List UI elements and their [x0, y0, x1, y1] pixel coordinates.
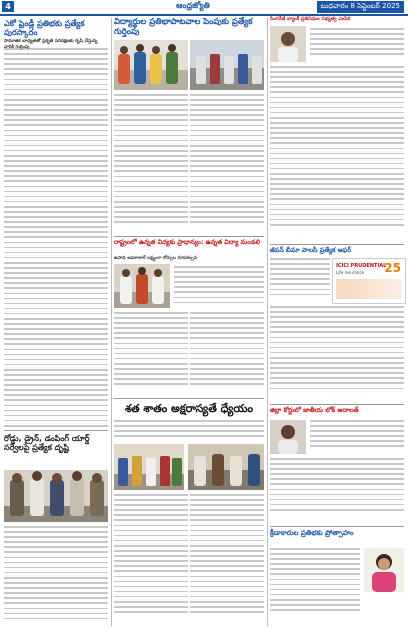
- icici-advertisement[interactable]: [332, 258, 406, 304]
- right-bottom-body: [270, 548, 360, 626]
- middle-headline: విద్యార్థుల ప్రతిభాపాటవాల పెంపుకు ప్రత్యేక గుర్తింపు: [114, 16, 253, 36]
- center-subhead: ఉపాధి అవకాశాలే లక్ష్యంగా కోర్సుల రూపకల్పన: [114, 256, 198, 261]
- center-headline: రాష్ట్రంలో ఉన్నత విద్యకు ప్రాధాన్యం: ఉన్నత విద్యా మండలి: [114, 238, 261, 246]
- left-column: [4, 19, 108, 50]
- banner-subtext: [114, 420, 264, 442]
- column-divider: [111, 18, 112, 626]
- column-divider: [267, 18, 268, 626]
- literacy-photo-1: [114, 444, 184, 490]
- middle-article-body-2: [190, 94, 264, 234]
- center-photo: [114, 264, 170, 308]
- right-top-body: [310, 28, 404, 64]
- right-mid-photo: [270, 420, 306, 454]
- divider: [4, 430, 108, 431]
- right-article-body: [270, 66, 404, 242]
- ad-label: Life Insurance: [336, 270, 365, 275]
- center-article-body-2: [190, 312, 264, 396]
- divider: [270, 404, 404, 405]
- right-mid-body-3: [270, 458, 404, 524]
- left-lower-photo: [4, 470, 108, 522]
- left-headline: ఎకో ఫ్రెండ్లీ ప్రతిభకు ప్రత్యేక పురస్కారం: [4, 19, 85, 38]
- middle-article-body-1: [114, 94, 188, 234]
- page-number: 4: [2, 1, 14, 12]
- left-lower-headline: రోడ్డు, డ్రైన్, డంపింగ్ యార్డ్ సర్వేలపై ప్రత్యేక దృష్టి: [4, 434, 90, 453]
- literacy-photo-2: [188, 444, 264, 490]
- right-top-photo: [270, 26, 306, 62]
- center-article-body-1: [114, 312, 188, 396]
- issue-date: బుధవారం 8 సెప్టెంబర్ 2025: [317, 1, 404, 13]
- left-lower-article-body: [4, 526, 108, 626]
- page-header: [0, 0, 408, 16]
- right-mid-headline: జిల్లా కోర్టులో జాతీయ లోక్ అదాలత్: [270, 406, 359, 414]
- kv-body: [270, 258, 330, 302]
- left-subhead: సామాజిక బాధ్యతతో ప్రకృతి పరిరక్షణకు కృషి చేస్తున్న: [4, 39, 98, 45]
- divider: [114, 398, 264, 399]
- middle-photo-2: [190, 40, 264, 90]
- left-article-body: [4, 48, 108, 430]
- ad-banner-image: [336, 279, 402, 299]
- right-mid-body: [270, 306, 404, 402]
- right-bottom-photo: [364, 548, 404, 592]
- middle-photo-1: [114, 40, 188, 90]
- divider: [270, 526, 404, 527]
- ad-years: 25: [384, 261, 401, 275]
- divider: [270, 244, 404, 245]
- right-mid-body-2: [310, 420, 404, 456]
- right-top-line: సింగరేణి బ్యాంక్ ప్రతినిధుల సభ్యత్వ ఎంపిక: [270, 17, 351, 22]
- literacy-banner-headline: శత శాతం అక్షరాస్యతే ధ్యేయం: [124, 402, 254, 415]
- literacy-article-body-1: [114, 494, 188, 626]
- newspaper-name: ఆంధ్రజ్యోతి: [176, 1, 210, 10]
- divider: [114, 236, 264, 237]
- right-bottom-headline: క్రీడాకారుల ప్రతిభకు ప్రోత్సాహం: [270, 529, 354, 537]
- kv-headline: జీవన్ బీమా పాలసీ ప్రత్యేక ఆఫర్: [270, 246, 352, 254]
- literacy-article-body-2: [190, 494, 264, 626]
- ad-brand: ICICI PRUDENTIAL: [336, 263, 387, 269]
- center-article-body-top: [174, 266, 264, 308]
